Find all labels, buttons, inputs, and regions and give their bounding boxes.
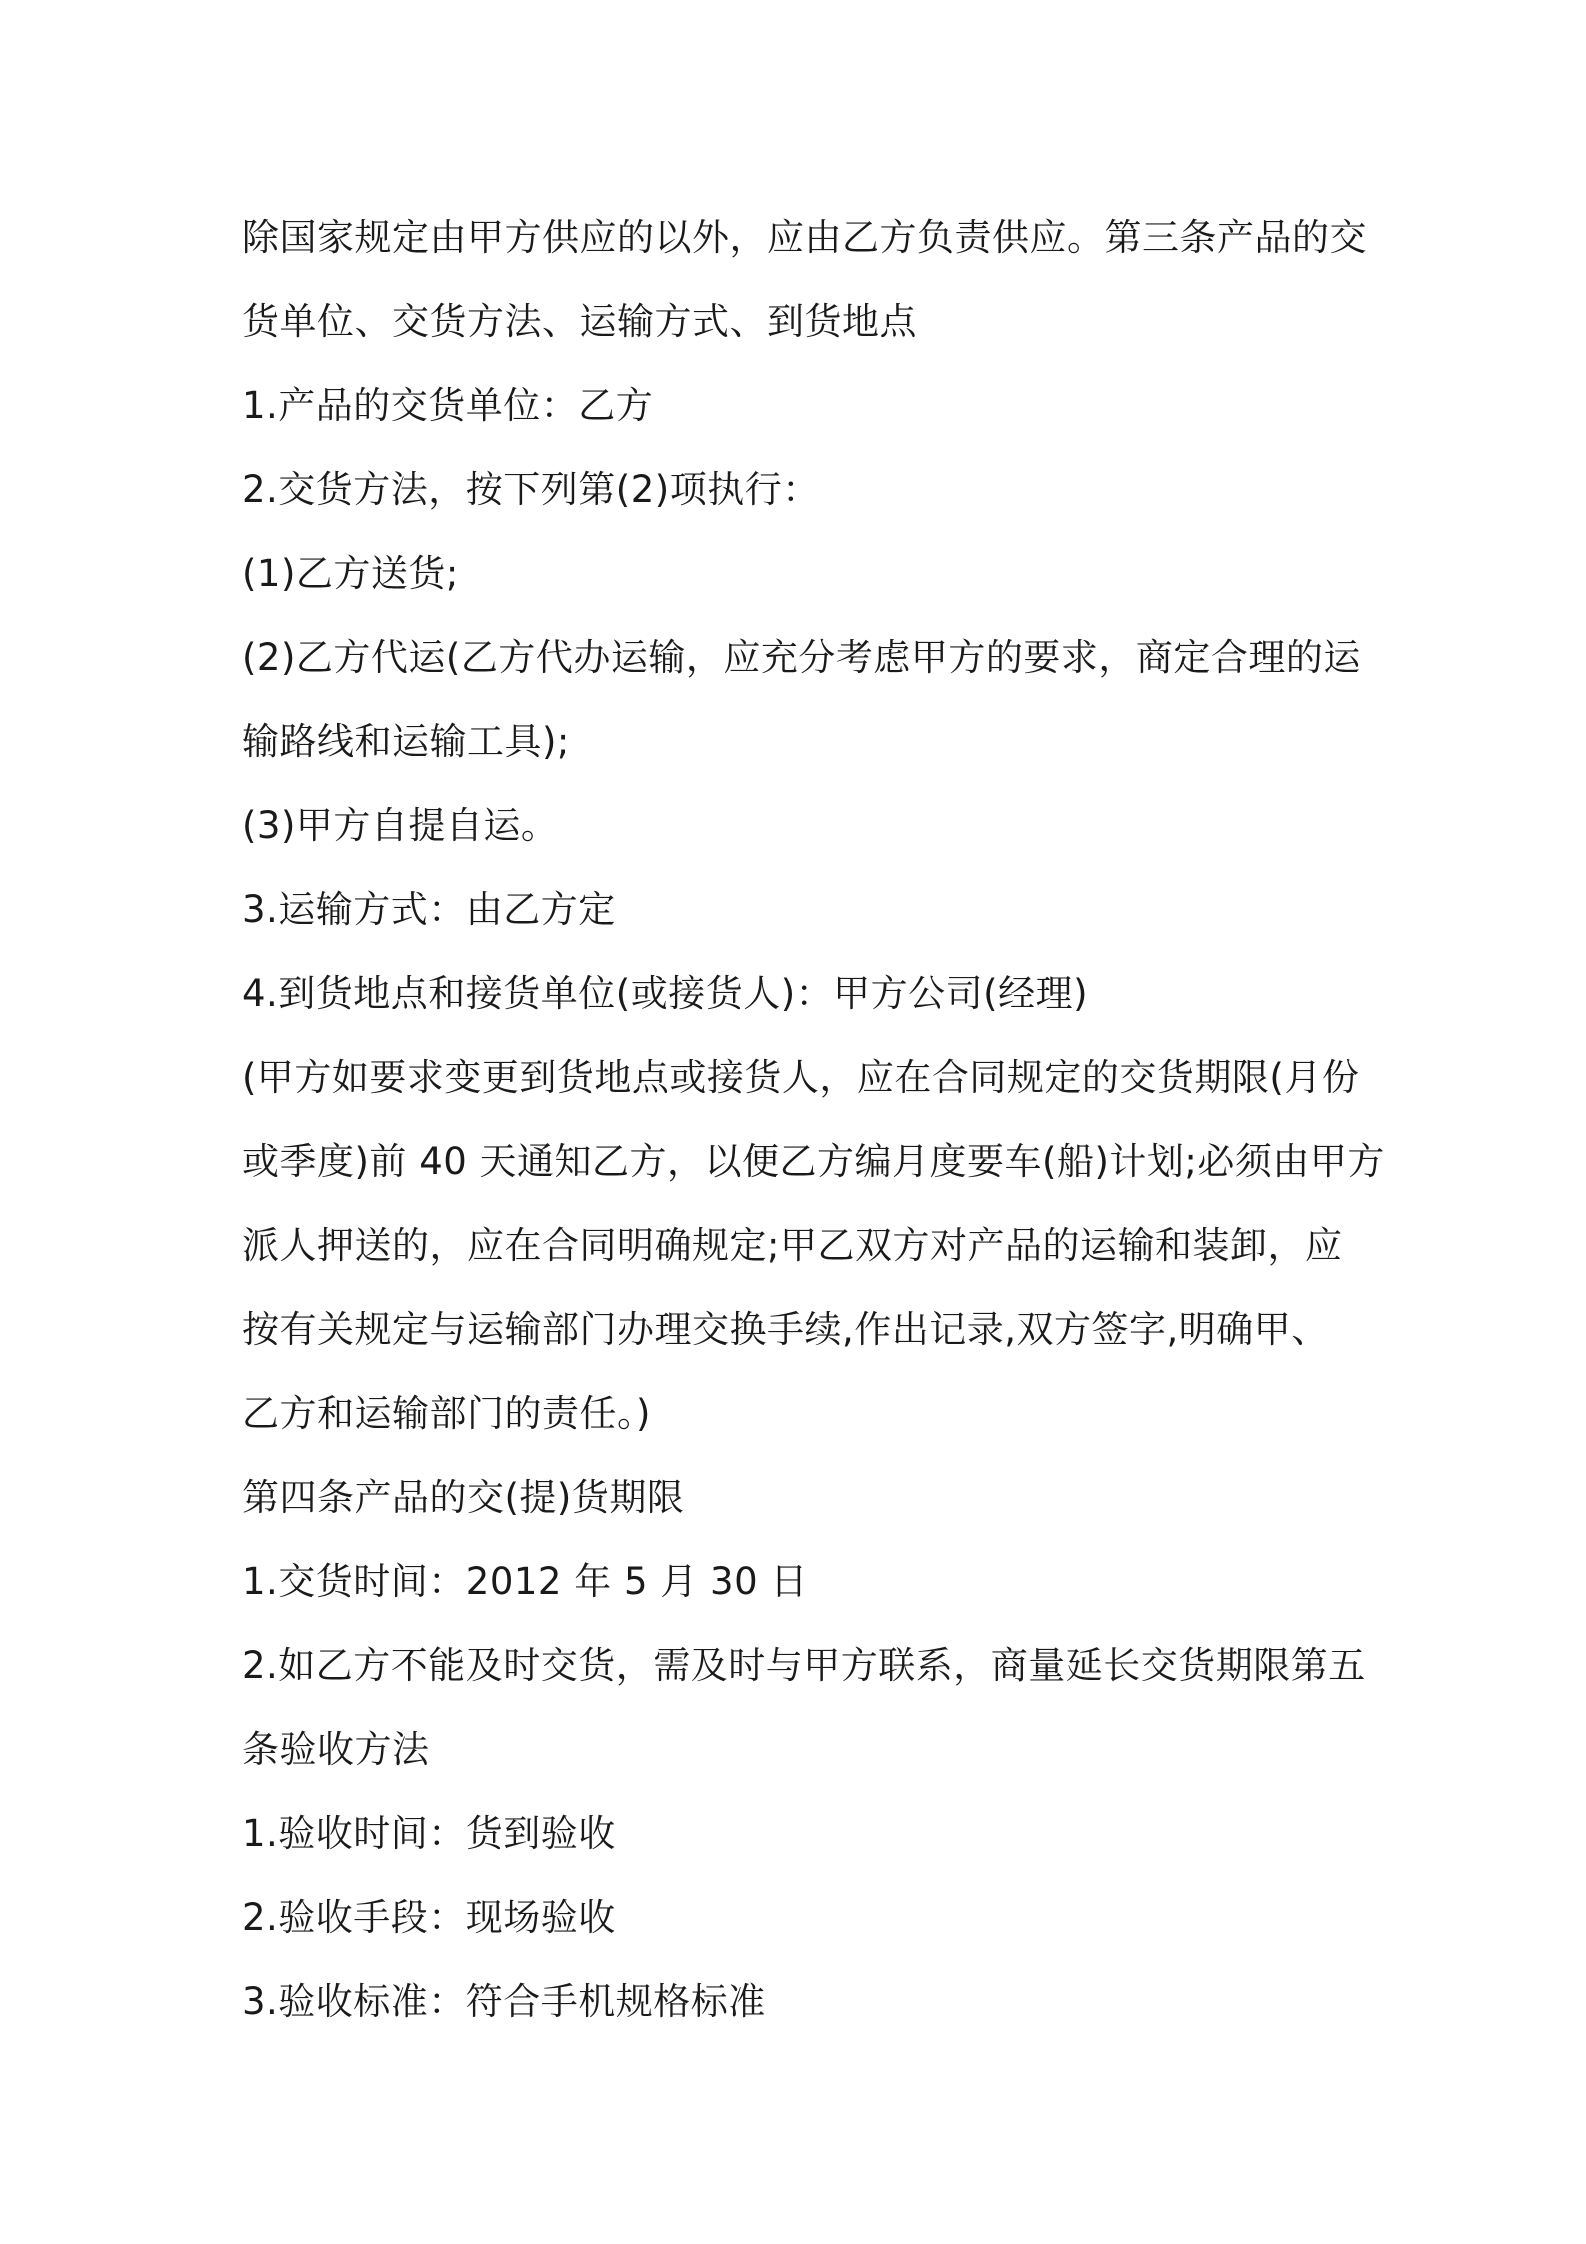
text-line: 1.验收时间：货到验收 xyxy=(242,1812,616,1855)
text-line: (2)乙方代运(乙方代办运输，应充分考虑甲方的要求，商定合理的运 xyxy=(242,636,1361,679)
document-body xyxy=(242,196,1385,2044)
text-line: 或季度)前 40 天通知乙方，以便乙方编月度要车(船)计划;必须由甲方 xyxy=(242,1140,1385,1183)
text-line: 3.运输方式：由乙方定 xyxy=(242,888,616,931)
text-line: 乙方和运输部门的责任。) xyxy=(242,1392,651,1435)
text-line: 1.交货时间：2012 年 5 月 30 日 xyxy=(242,1560,808,1603)
text-line: 2.如乙方不能及时交货，需及时与甲方联系，商量延长交货期限第五 xyxy=(242,1644,1366,1687)
text-line: (3)甲方自提自运。 xyxy=(242,804,559,847)
text-line: 2.验收手段：现场验收 xyxy=(242,1896,616,1939)
text-line: 1.产品的交货单位：乙方 xyxy=(242,384,654,427)
text-line: 除国家规定由甲方供应的以外，应由乙方负责供应。第三条产品的交 xyxy=(242,216,1367,259)
text-line: (1)乙方送货; xyxy=(242,552,459,595)
text-line: 2.交货方法，按下列第(2)项执行： xyxy=(242,468,820,511)
text-line: 货单位、交货方法、运输方式、到货地点 xyxy=(242,300,917,343)
text-line: 按有关规定与运输部门办理交换手续,作出记录,双方签字,明确甲、 xyxy=(242,1308,1329,1351)
text-line: 条验收方法 xyxy=(242,1728,430,1771)
text-line: 派人押送的，应在合同明确规定;甲乙双方对产品的运输和装卸，应 xyxy=(242,1224,1343,1267)
text-line: 输路线和运输工具); xyxy=(242,720,570,763)
text-line: 3.验收标准：符合手机规格标准 xyxy=(242,1980,766,2023)
text-line: (甲方如要求变更到货地点或接货人，应在合同规定的交货期限(月份 xyxy=(242,1056,1360,1099)
section-heading: 第四条产品的交(提)货期限 xyxy=(242,1476,685,1519)
text-line: 4.到货地点和接货单位(或接货人)：甲方公司(经理) xyxy=(242,972,1089,1015)
